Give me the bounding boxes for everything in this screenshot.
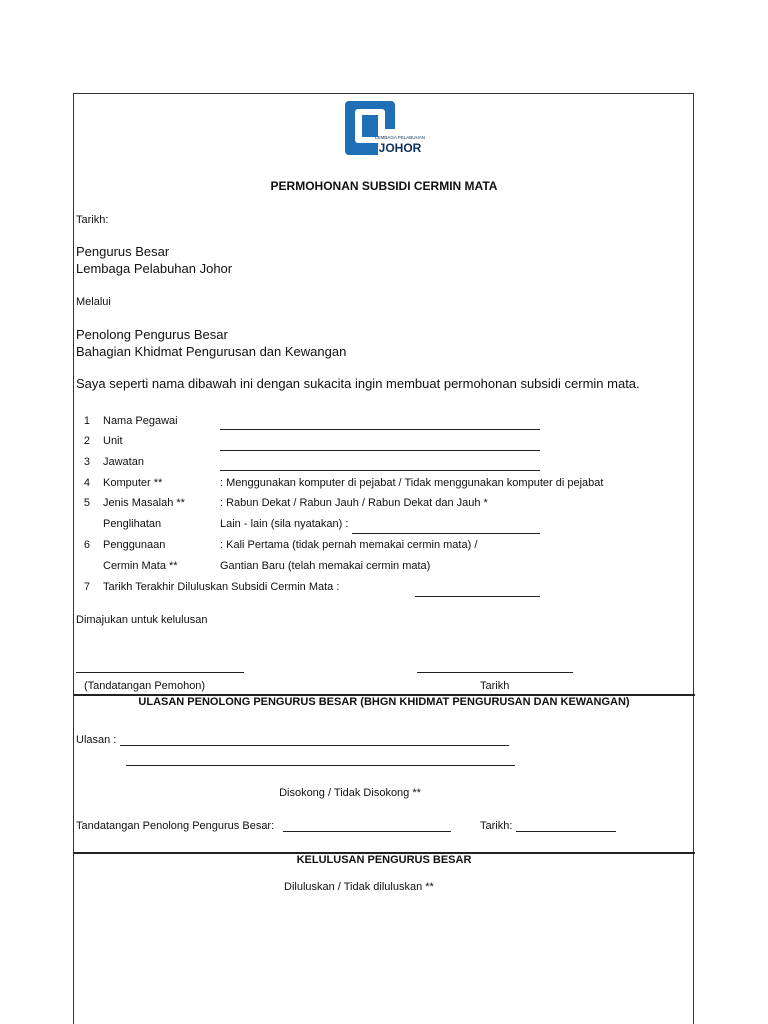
diluluskan-options[interactable]: Diluluskan / Tidak diluluskan ** [284, 881, 434, 893]
item-number: 4 [83, 477, 90, 489]
ppb-signature-label: Tandatangan Penolong Pengurus Besar: [76, 820, 275, 832]
unit-field-line[interactable] [220, 450, 540, 451]
ppb-date-line[interactable] [516, 831, 616, 832]
lain-lain-label: Lain - lain (sila nyatakan) : [220, 518, 349, 530]
ppb-signature-line[interactable] [283, 831, 451, 832]
item-label-tarikh-terakhir: Tarikh Terakhir Diluluskan Subsidi Cermin Mata : [103, 581, 340, 593]
kelulusan-heading: KELULUSAN PENGURUS BESAR [296, 854, 472, 866]
item-number: 7 [83, 581, 90, 593]
penggunaan-option-2[interactable]: Gantian Baru (telah memakai cermin mata) [220, 560, 431, 572]
pemohon-date-line[interactable] [417, 672, 573, 673]
recipient-line2: Lembaga Pelabuhan Johor [76, 261, 233, 276]
via-line2: Bahagian Khidmat Pengurusan dan Kewangan [76, 344, 347, 359]
item-number: 5 [83, 497, 90, 509]
recipient-line1: Pengurus Besar [76, 244, 170, 259]
ulasan-field-line-2[interactable] [126, 765, 515, 766]
ppb-date-label: Tarikh: [480, 820, 513, 832]
disokong-options[interactable]: Disokong / Tidak Disokong ** [279, 787, 421, 799]
tarikh-terakhir-field-line[interactable] [415, 596, 540, 597]
item-label-jawatan: Jawatan [103, 456, 144, 468]
submitted-label: Dimajukan untuk kelulusan [76, 614, 208, 626]
item-number: 2 [83, 435, 90, 447]
svg-text:JOHOR: JOHOR [378, 141, 422, 155]
item-label-jenis-masalah: Jenis Masalah ** [103, 497, 185, 509]
item-number: 3 [83, 456, 90, 468]
item-label-penggunaan: Penggunaan [103, 539, 166, 551]
ulasan-heading: ULASAN PENOLONG PENGURUS BESAR (BHGN KHIDMAT PENGURUSAN DAN KEWANGAN) [138, 696, 630, 708]
jenis-masalah-options[interactable]: : Rabun Dekat / Rabun Jauh / Rabun Dekat dan Jauh * [220, 497, 488, 509]
jawatan-field-line[interactable] [220, 470, 540, 471]
svg-text:LEMBAGA PELABUHAN: LEMBAGA PELABUHAN [374, 135, 426, 140]
ulasan-label: Ulasan : [76, 734, 117, 746]
penggunaan-option-1[interactable]: : Kali Pertama (tidak pernah memakai cermin mata) / [220, 539, 478, 551]
item-number: 1 [83, 415, 90, 427]
komputer-options[interactable]: : Menggunakan komputer di pejabat / Tidak menggunakan komputer di pejabat [220, 477, 604, 489]
form-title: PERMOHONAN SUBSIDI CERMIN MATA [270, 179, 498, 193]
tarikh-label: Tarikh: [76, 214, 109, 226]
lain-lain-field-line[interactable] [352, 533, 540, 534]
nama-field-line[interactable] [220, 429, 540, 430]
via-line1: Penolong Pengurus Besar [76, 327, 228, 342]
pemohon-signature-label: (Tandatangan Pemohon) [84, 680, 206, 692]
item-label-cermin-mata: Cermin Mata ** [103, 560, 178, 572]
intro-text: Saya seperti nama dibawah ini dengan sukacita ingin membuat permohonan subsidi cermin mata. [76, 376, 640, 391]
melalui-label: Melalui [76, 296, 111, 308]
pemohon-signature-line[interactable] [76, 672, 244, 673]
item-label-penglihatan: Penglihatan [103, 518, 162, 530]
port-logo [342, 99, 426, 161]
item-label-unit: Unit [103, 435, 123, 447]
item-label-nama: Nama Pegawai [103, 415, 178, 427]
ulasan-field-line-1[interactable] [120, 745, 509, 746]
pemohon-date-label: Tarikh [480, 680, 510, 692]
item-label-komputer: Komputer ** [103, 477, 163, 489]
item-number: 6 [83, 539, 90, 551]
